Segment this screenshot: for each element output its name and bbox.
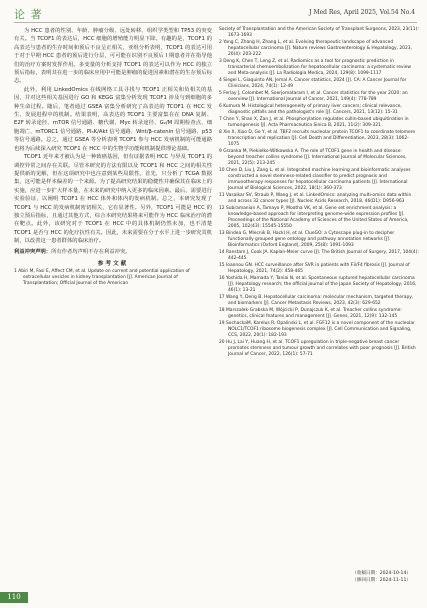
references-left [14, 269, 212, 287]
paragraph-3: TCOF1 近年来才被认为是一种致癌基因，但有证据表明 HCC 与异及 TCOF1 的调控异常之间存在关联。尽管本研究的方法有限以及 TCOF1 和 HCC 之间的相关性提供新的见解，但在这项研究中也注意到某些局限性。首先，只分析了 TCGA 数据集，这可能是样本偏差的一个来源。为了提高研究结果的稳健性并确保其在临床上的实施，应进一步扩大样本量，在未来的研究中纳入更多的临床因素。最后，需要进行实验验证，以阐明 TCOF1 在 HCC 体外和体内的发病机制。总之，本研究发现了 TCOF1 与 HCC 的发病机制密切相关，它有显著性。另外，TCOF1 可能是 HCC 的独立预后指标，且通过其他方式，综合本研究结果将来可能作为 HCC 临床治疗的潜在靶点。此外，该研究对于 TCOF1 在 HCC 中的具体机制仍然未加，也不清楚 TCOF1 是否与 HCC 的化疗抗性有关。因此，未来需要在分子水平上进一步研究其机制，以改善这一患者群体的临床治疗。 [14, 154, 212, 245]
reference-entry: 15 Ioannou GN. HCC surveillance after SVR in patients with F3/F4 fibrosis [J]. Journal of Hepatology, 2021, 74(2): 458-465 [219, 263, 410, 275]
reference-entry: 20 Hu J, Lai Y, Huang H, et al. TCOF1 upregulation in triple-negative breast cancer promotes stemness and tumour growth and correlates with poor prognosis [J]. British Journal of Cancer, 2022, 126(1): 57-71 [219, 339, 416, 358]
reference-entry: 8 Xie X, Xiao D, Ge Y, et al. TBF2 recruits nucleolar protein TCOF1 to coordinate telomere transcription and replication [J]. Cell Death and Differentiation, 2023, 28(3): 1062-1075 [219, 129, 416, 147]
reference-entry: 18 Marszałek-Grabska M, Wójcicki P, Dunajczuk K, et al. Treacher collins syndrome: genetics, clinical features and management [J]. Genes, 2021, 12(9): 132-145 [219, 307, 402, 320]
references-title: 参考文献 [97, 260, 129, 267]
journal-citation: J Med Res, April 2025, Vol.54 No.4 [309, 9, 415, 16]
conflict-text: 所有作者均声明不存在利益冲突。 [51, 248, 131, 255]
body-text [14, 27, 212, 246]
reference-entry: 13 Bindea G, Mlecnik B, Hackl H, et al. ClueGO: a Cytoscape plug-in to decipher functionally grouped gene ontology and pathway annotation networks [J]. Bioinformatics (Oxford England), 2009, 25(8): 1091-1093 [219, 231, 395, 249]
page-number: 110 [0, 592, 28, 603]
reference-entry: 17 Wang Y, Deng B. Hepatocellular carcinoma: molecular mechanism, targeted therapy, and biomarkers [J]. Cancer Metastasis Reviews, 2023, 42(3): 629-652 [219, 295, 414, 307]
reference-entry: 4 Siegel L, Giaquinto AN, Jemal A. Cancer statistics, 2024 [J]. CA: A Cancer Journal for Clinicians, 2024, 74(1): 12-49 [219, 78, 407, 90]
reference-entry: Society of Transplantation and the American Society of Transplant Surgeons, 2023, 23(11): 1673-1693 [219, 27, 419, 39]
reference-entry: 11 Vasaikar SV, Straub P, Wang J, et al. LinkedOmics: analyzing multi-omics data within and across 32 cancer types [J]. Nucleic Acids Research, 2018, 46(D1): D956-963 [219, 193, 412, 205]
reference-entry: 10 Chen D, Liu J, Zang L, et al. Integrated machine learning and bioinformatic analyses constructed a novel stemness-related classifier to predict prognosis and immunotherapy responses for hepatocellular carcinoma patients [J]. International Journal of Biological Sciences, 2022, 18(1): 360-373 [219, 167, 411, 192]
reference-entry: 3 Deng K, Chen T, Leng Z, et al. Radiomics as a tool for prognostic prediction in transarterial chemoembolization for hepatocellular carcinoma: a systematic review and Meta-analysis [J]. La Radiologia Medica, 2024, 129(8): 1099-1117 [219, 58, 412, 77]
reference-entry: 7 Chen Y, Shan X, Zan J, et al. Phosphorylation regulates cullin-based ubiquitination in tumorigenesis [J]. Acta Pharmaceutica Sinica B, 2021, 11(2): 309-321 [219, 116, 409, 128]
conflict-statement [14, 248, 212, 256]
conflict-label: 利益冲突声明： [14, 248, 52, 255]
revised-date: （修回日期：2024-11-11） [352, 577, 411, 583]
reference-entry: 12 Subramanian A, Tamayo P, Mootha VK, et al. Gene set enrichment analysis: a knowledge-based approach for interpreting genome-wide expression profiles [J]. Proceedings of the National Academy of Sciences of the United States of America, 2005, 102(43): 15545-15550 [219, 205, 409, 230]
reference-entry: 6 Kumura M. Histological heterogeneity of primary liver cancers; clinical relevance, diagnostic pitfalls and the pathologist's role [J]. Cancers, 2021, 13(12): 15-31 [219, 103, 402, 115]
reference-entry: 9 Grzanka M, Piekiełko-Witkowska A. The role of TCOF1 gene in health and disease: beyond treacher collins syndrome [J]. International Journal of Molecular Sciences, 2021, 22(5): 213-245 [219, 148, 407, 167]
page-header [14, 6, 417, 23]
reference-entry: 1 Abiri M, Fasi E, Affect CM, et al. Update on current and potential application of extracellular vesicles in kidney transplantation [J]. American Journal of Transplantation; Official Journal of the American [14, 268, 190, 287]
reference-entry: 2 Yang C, Zhang H, Zhang L, et al. Evolving therapeutic landscape of advanced hepatocellular carcinoma [J]. Nature reviews Gastroenterology & Hepatology, 2023, 20(4): 203-222 [219, 39, 412, 58]
reference-entry: 14 Ranstam J, Cook JA. Kaplan-Meier curve [J]. The British Journal of Surgery, 2017, 104(4): 442-445 [219, 250, 419, 262]
paragraph-1: 为 HCC 患者的性别、年龄、肿瘤分级、远处转移、组织学类型和 TP53 的突变有关。当 TCOF1 的表达后，HCC 细胞的增殖能力明显下降。有趣的是，TCOF1 的高表达与患者的生存时间和预后不良呈正相关，亚组分析表明，TCOF1 的表达可用于对于早期 HCC 患者的预后进行分层，可可能在识别不良预后 I 期患者并在指导他们的治疗方案时发挥作用。多变量的分析支持 TCOF1 的表达可以作为 HCC 的独立预后指标，表明其在进一步的临床应用中可能是肿瘤的促进因素和潜在的生存预后标志。 [14, 28, 212, 85]
left-column [14, 27, 212, 288]
reference-entry: 16 Yoshida H, Mamada Y, Taniai N, et al. Spontaneous ruptured hepatocellular carcinoma [J]. Hepatology research; the official journal of the Japan Society of Hepatology, 2016, 46(1): 13-21 [219, 276, 417, 294]
paragraph-2: 此外，利用 LinkedOmics 在线网络工具寻找与 TCOF1 正相关和负相关的基因，并对这些相关基因进行 GO 和 KEGG 富集分析发现 TCOF1 涉及与到细胞的多种生命过程。随后，笔者通过 GSEA 富集分析研究了高表达的 TCOF1 在 HCC 发生、发展进程中的机制。结果表明，高表达的 TCOF1 主要富集在在 DNA 复制、E2F 转录途径、mTOR 信号通路、糖代谢、Myc 转录途径、G₂/M 周期检查点、细胞凋亡、mTORC1 信号通路、PI₃K/Akt 信号通路、Wnt/β-catenin 信号通路、p53 等信号通路。总之，通过 GSEA 等分析表明 TCOF1 参与 HCC 发病机制的可能通路也将为后续深入研究 TCOF1 在 HCC 中的生物学功能和机制提供理论基础。 [14, 86, 212, 152]
right-column [219, 27, 419, 359]
section-logo: 论 著 [14, 8, 43, 21]
reference-entry: 5 Ferlay J, Colombet M, Soerjomataram I, et al. Cancer statistics for the year 2020: an overview [J]. International Journal of Cancer, 2021, 149(4): 778-789 [219, 90, 408, 103]
received-date: （收稿日期：2024-10-14） [352, 571, 411, 576]
references-right [219, 27, 419, 358]
manuscript-dates [352, 571, 411, 584]
reference-entry: 19 SochackaM, Karelus R, Opalinski L, et al. FGF12 is a novel component of the nucleolar NOLC1/TCOF1 ribosome biogenesis complex [J]. Cell Communication and Signaling, CCS, 2022, 20(1): 182-193 [219, 320, 415, 339]
